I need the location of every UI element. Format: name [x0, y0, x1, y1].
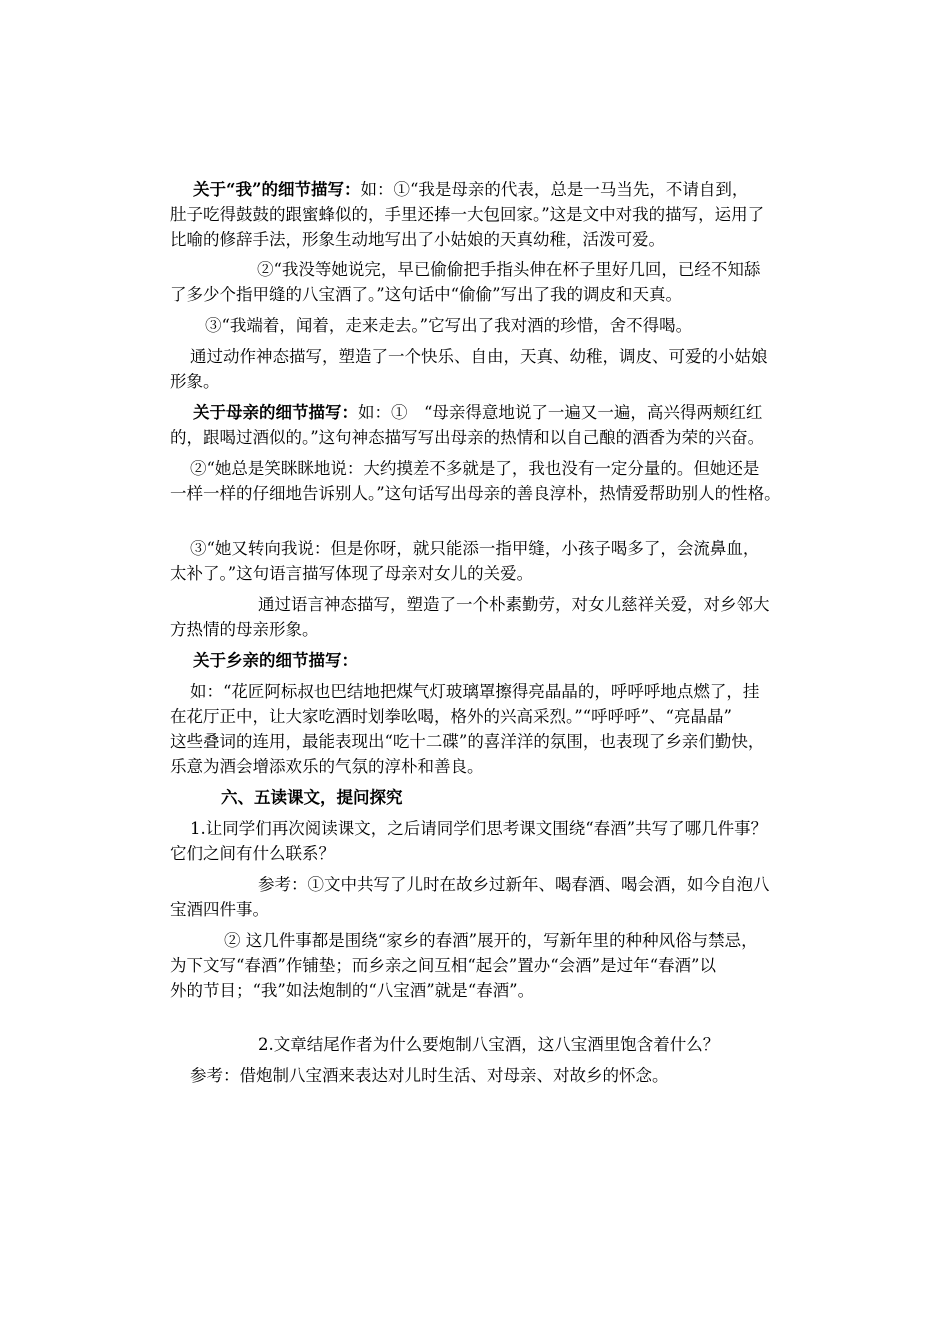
line-text: ②“我没等她说完，早已偷偷把手指头伸在杯子里好几回，已经不知舔	[257, 260, 761, 279]
line-text: 1.让同学们再次阅读课文，之后请同学们思考课文围绕“春酒”共写了哪几件事？	[190, 819, 768, 838]
text-line	[205, 316, 692, 336]
line-text: ③“我端着，闻着，走来走去。”它写出了我对酒的珍惜，舍不得喝。	[205, 316, 693, 335]
bold-heading: 关于母亲的细节描写：	[193, 403, 358, 422]
text-line	[193, 180, 748, 200]
text-line	[190, 819, 767, 839]
text-line	[170, 956, 716, 976]
line-text: 太补了。”这句语言描写体现了母亲对女儿的关爱。	[170, 564, 534, 583]
text-line	[170, 285, 682, 305]
bold-heading: 六、五读课文，提问探究	[221, 788, 403, 807]
text-line	[170, 230, 665, 250]
text-line	[193, 403, 762, 423]
line-text: 一样一样的仔细地告诉别人。”这句话写出母亲的善良淳朴，热情爱帮助别人的性格。	[170, 484, 781, 503]
line-text: 了多少个指甲缝的八宝酒了。”这句话中“偷偷”写出了我的调皮和天真。	[170, 285, 683, 304]
line-text: 肚子吃得鼓鼓的跟蜜蜂似的，手里还捧一大包回家。”这是文中对我的描写，运用了	[170, 205, 765, 224]
text-line	[258, 1035, 719, 1055]
line-text: 比喻的修辞手法，形象生动地写出了小姑娘的天真幼稚，活泼可爱。	[170, 230, 665, 249]
text-line	[221, 788, 403, 808]
text-line	[190, 459, 759, 479]
line-text: 如：①“我是母亲的代表，总是一马当先，不请自到，	[360, 180, 749, 199]
text-line	[170, 205, 764, 225]
line-text: 为下文写“春酒”作铺垫；而乡亲之间互相“起会”置办“会酒”是过年“春酒”以	[170, 956, 716, 975]
text-line	[258, 595, 770, 615]
text-line	[170, 707, 732, 727]
line-text: ②“她总是笑眯眯地说：大约摸差不多就是了，我也没有一定分量的。但她还是	[190, 459, 760, 478]
line-text: ② 这几件事都是围绕“家乡的春酒”展开的，写新年里的种种风俗与禁忌，	[224, 931, 758, 950]
line-text: 外的节目；“我”如法炮制的“八宝酒”就是“春酒”。	[170, 981, 535, 1000]
text-line	[170, 372, 220, 392]
line-text: 参考：借炮制八宝酒来表达对儿时生活、对母亲、对故乡的怀念。	[190, 1066, 669, 1085]
line-text: 这些叠词的连用，最能表现出“吃十二碟”的喜洋洋的氛围，也表现了乡亲们勤快，	[170, 732, 765, 751]
text-line	[170, 428, 764, 448]
text-line	[190, 539, 759, 559]
line-text: 的，跟喝过酒似的。”这句神态描写写出母亲的热情和以自己酿的酒香为荣的兴奋。	[170, 428, 765, 447]
line-text: 形象。	[170, 372, 220, 391]
line-text: 在花厅正中，让大家吃酒时划拳吆喝，格外的兴高采烈。”“呼呼呼”、“亮晶晶”	[170, 707, 732, 726]
text-line	[190, 347, 768, 367]
text-line	[190, 1066, 669, 1086]
line-text: 如：① “母亲得意地说了一遍又一遍，高兴得两颊红红	[358, 403, 763, 422]
text-line	[170, 757, 484, 777]
line-text: 乐意为酒会增添欢乐的气氛的淳朴和善良。	[170, 757, 484, 776]
text-line	[257, 260, 760, 280]
text-line	[170, 981, 534, 1001]
line-text: ③“她又转向我说：但是你呀，就只能添一指甲缝，小孩子喝多了，会流鼻血，	[190, 539, 760, 558]
line-text: 方热情的母亲形象。	[170, 620, 319, 639]
text-line	[193, 651, 358, 671]
text-line	[224, 931, 758, 951]
text-line	[170, 484, 781, 504]
text-line	[258, 875, 770, 895]
text-line	[170, 900, 269, 920]
text-line	[170, 620, 319, 640]
line-text: 宝酒四件事。	[170, 900, 269, 919]
line-text: 它们之间有什么联系？	[170, 844, 335, 863]
bold-heading: 关于乡亲的细节描写：	[193, 651, 358, 670]
line-text: 如：“花匠阿标叔也巴结地把煤气灯玻璃罩擦得亮晶晶的，呼呼呼地点燃了，挂	[190, 682, 760, 701]
text-line	[170, 564, 533, 584]
line-text: 参考：①文中共写了儿时在故乡过新年、喝春酒、喝会酒，如今自泡八	[258, 875, 770, 894]
line-text: 通过动作神态描写，塑造了一个快乐、自由，天真、幼稚，调皮、可爱的小姑娘	[190, 347, 768, 366]
line-text: 2.文章结尾作者为什么要炮制八宝酒，这八宝酒里饱含着什么？	[258, 1035, 720, 1054]
text-line	[170, 844, 335, 864]
line-text: 通过语言神态描写，塑造了一个朴素勤劳，对女儿慈祥关爱，对乡邻大	[258, 595, 770, 614]
text-line	[190, 682, 759, 702]
text-line	[170, 732, 764, 752]
bold-heading: 关于“我”的细节描写：	[193, 180, 361, 199]
